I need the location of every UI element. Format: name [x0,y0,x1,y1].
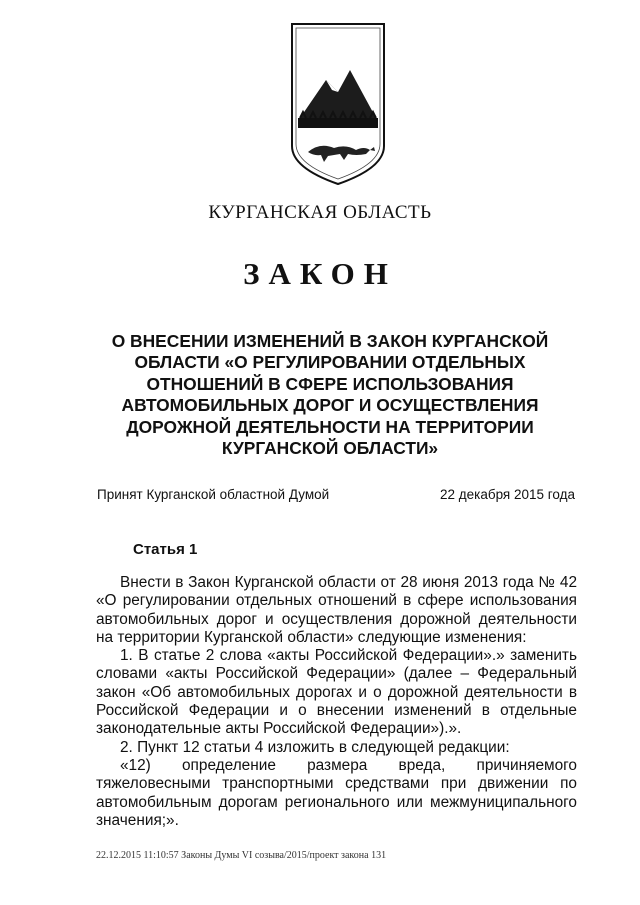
footer-stamp: 22.12.2015 11:10:57 Законы Думы VI созыва/2015/проект закона 131 [96,850,387,861]
coat-of-arms-icon [286,18,390,186]
article-body [96,574,577,830]
article-paragraph: 1. В статье 2 слова «акты Российской Федерации».» заменить словами «акты Российской Федерации» (далее – Федеральный закон «Об автомобильных дорогах и о дорожной деятельности в Российской Федерации и о внесении изменений в отдельные законодательные акты Российской Федерации»).». [96,647,577,738]
article-heading: Статья 1 [133,541,198,558]
law-title: О ВНЕСЕНИИ ИЗМЕНЕНИЙ В ЗАКОН КУРГАНСКОЙ ОБЛАСТИ «О РЕГУЛИРОВАНИИ ОТДЕЛЬНЫХ ОТНОШЕНИЙ В СФЕРЕ ИСПОЛЬЗОВАНИЯ АВТОМОБИЛЬНЫХ ДОРОГ И ОСУЩЕСТВЛЕНИЯ ДОРОЖНОЙ ДЕЯТЕЛЬНОСТИ НА ТЕРРИТОРИИ КУРГАНСКОЙ ОБЛАСТИ» [111,331,549,459]
region-name: КУРГАНСКАЯ ОБЛАСТЬ [208,202,432,223]
article-paragraph: 2. Пункт 12 статьи 4 изложить в следующей редакции: [120,738,510,756]
document-type: ЗАКОН [243,256,397,291]
adoption-date: 22 декабря 2015 года [439,487,575,502]
article-paragraph: «12) определение размера вреда, причиняемого тяжеловесными транспортными средствами при движении по автомобильным дорогам регионального или межмуниципального значения;». [96,756,577,829]
adopted-by: Принят Курганской областной Думой [97,487,330,502]
article-paragraph: Внести в Закон Курганской области от 28 июня 2013 года № 42 «О регулировании отдельных отношений в сфере использования автомобильных дорог и осуществления дорожной деятельности на территории Курганской области» следующие изменения: [96,574,577,646]
